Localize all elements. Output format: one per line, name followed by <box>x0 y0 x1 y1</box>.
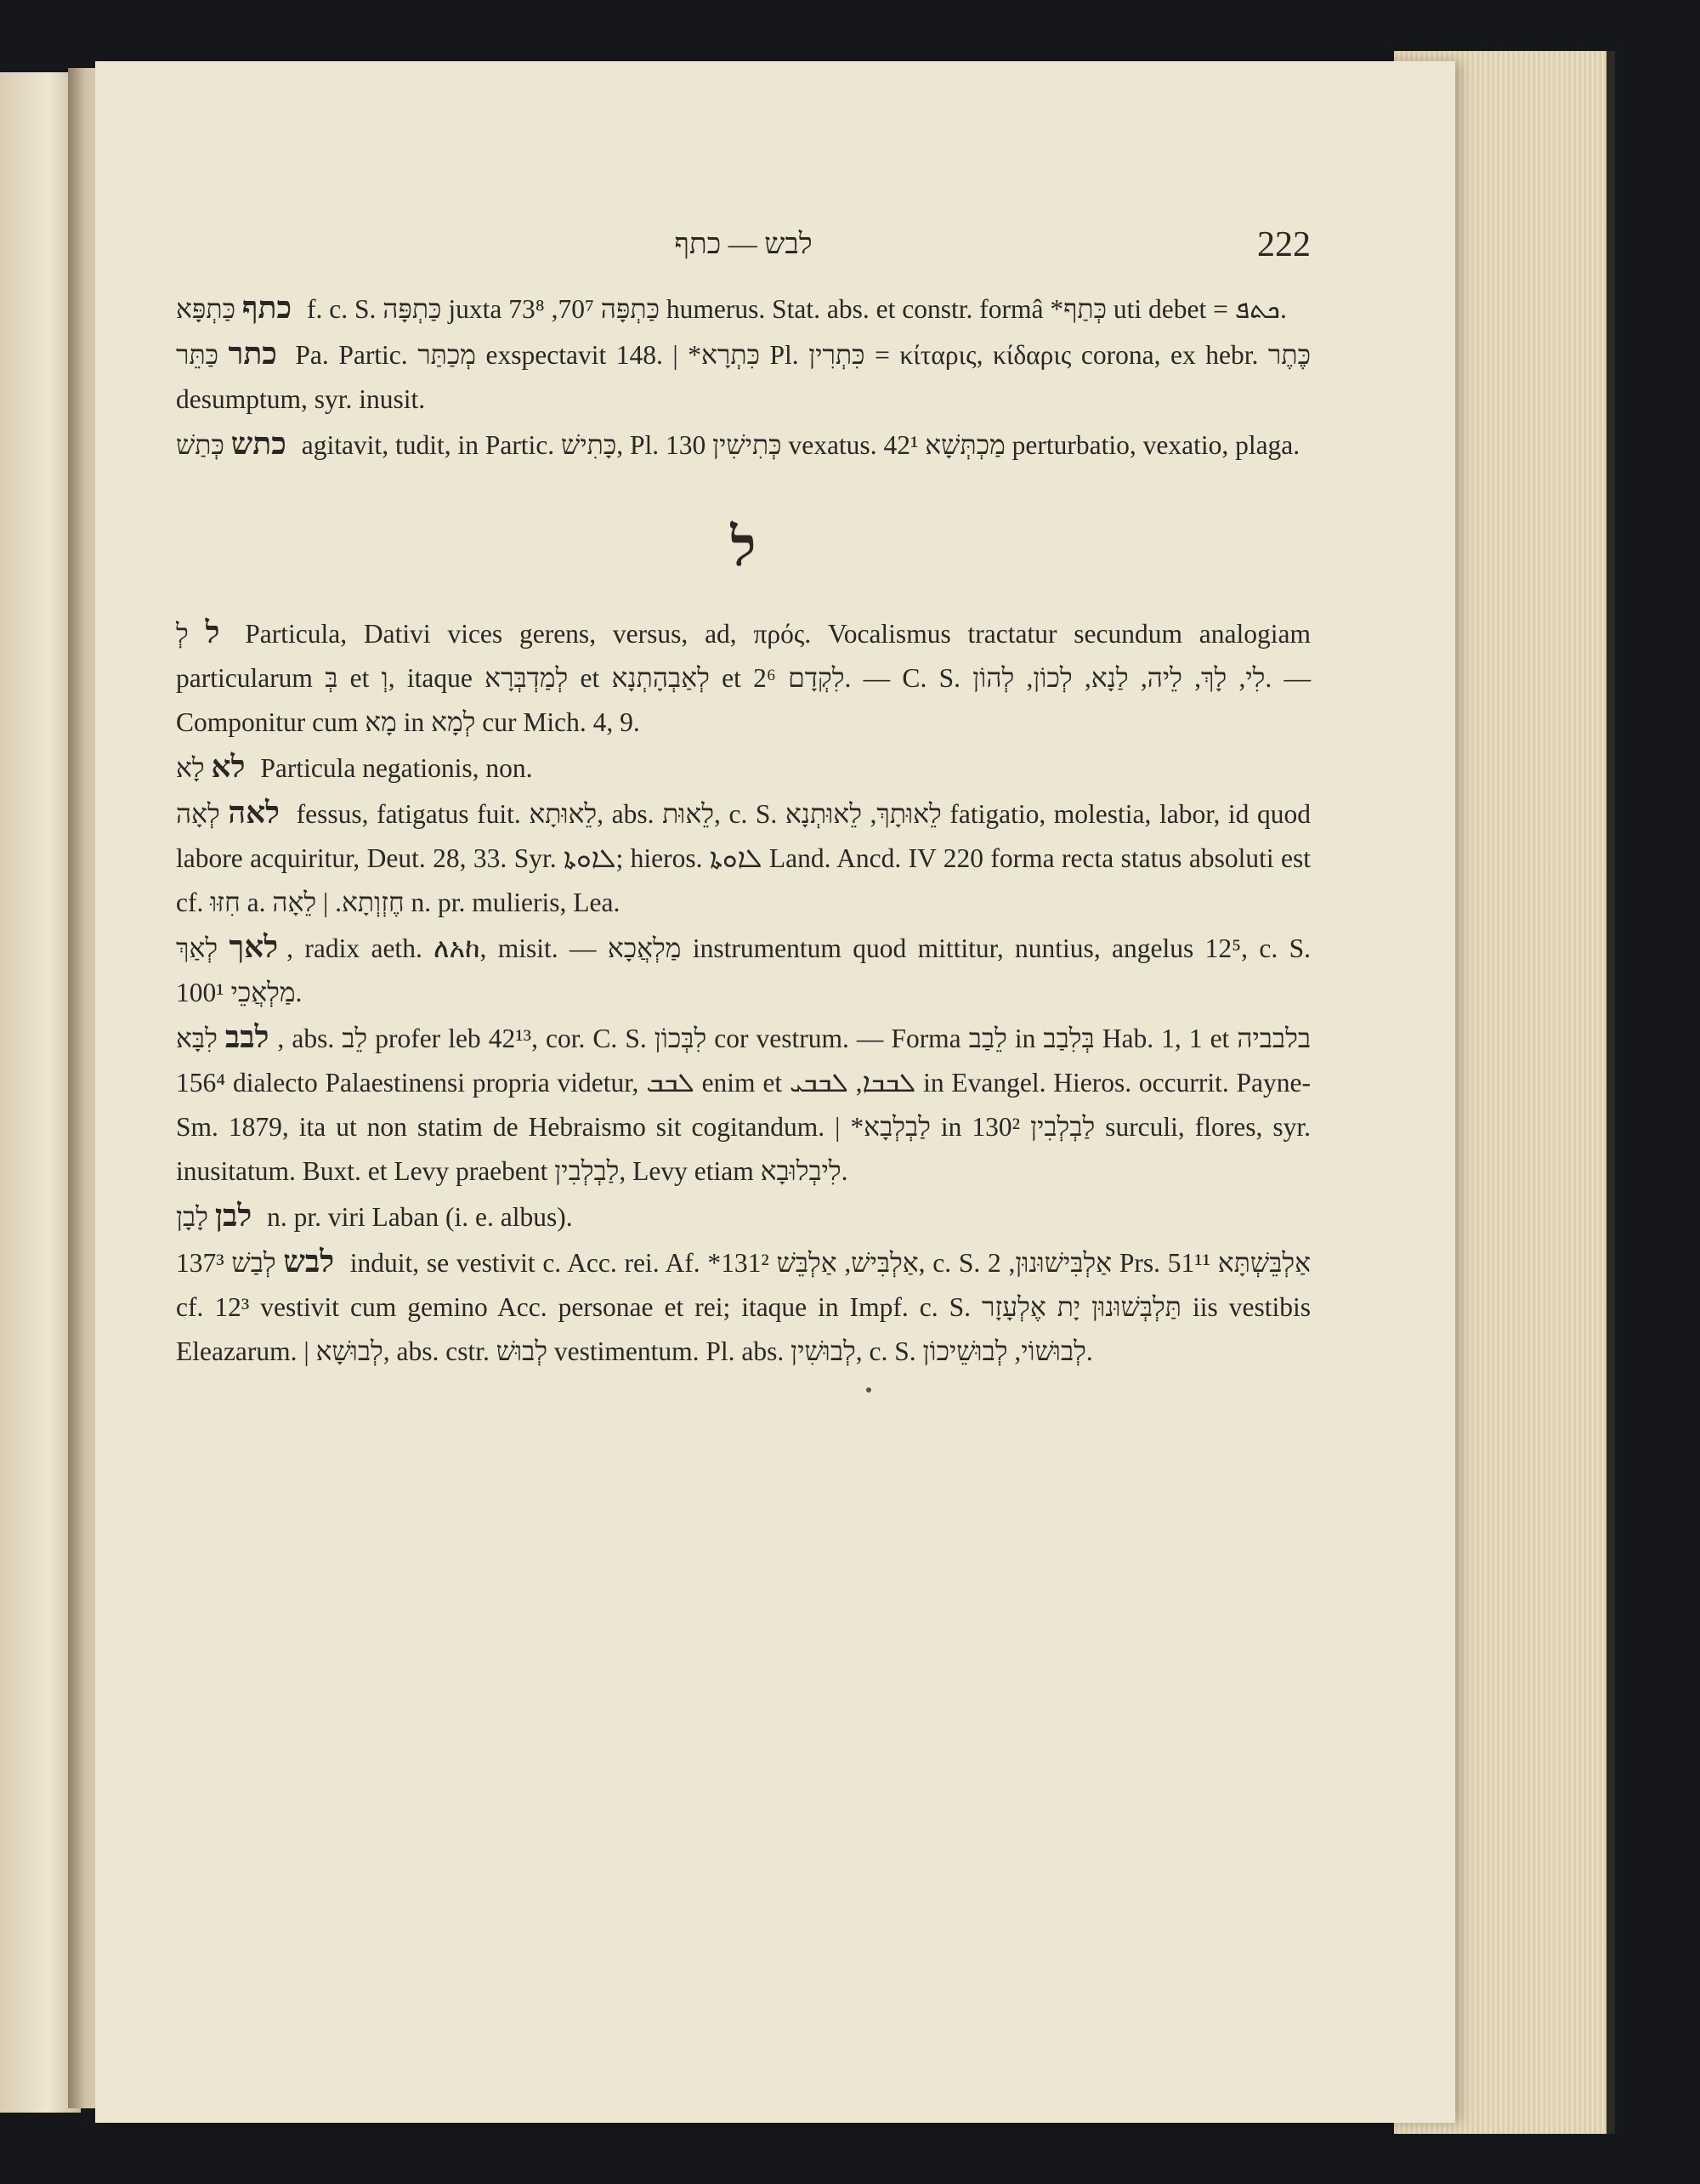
entry-text: כַּתֵּר Pa. Partic. מְכַתַּר exspectavit 148. | *כִּתְרָא Pl. כִּתְרִין = κίταρις, κίδαρις corona, ex hebr. כֶּתֶר desumptum, syr. inusit. <box>176 340 1311 414</box>
entry-text: כַּתְפָּא f. c. S. כַּתְפָּה juxta כַּתְפָּה 70⁷, 73⁸ humerus. Stat. abs. et constr. formâ *כְּתַף uti debet = ܟܬܦ. <box>176 294 1287 324</box>
book-page <box>95 61 1455 2123</box>
dictionary-entry <box>176 1194 1311 1239</box>
entry-headword: לאך <box>229 930 279 964</box>
entry-headword: כתש <box>230 427 286 461</box>
entry-headword: לבב <box>224 1020 269 1054</box>
dictionary-entry <box>176 925 1311 1015</box>
dictionary-entry <box>176 1015 1311 1194</box>
entry-headword: כתף <box>241 291 292 325</box>
dictionary-entry <box>176 745 1311 791</box>
paper-speck <box>866 1387 871 1393</box>
page-header <box>176 223 1311 274</box>
entry-headword: לא <box>211 750 246 784</box>
entry-text: לְבַשׁ 137³ induit, se vestivit c. Acc. rei. Af. *אַלְבִּישׁ, אַלְבֵּשׁ 131², c. S. אַלְבִּישׁוּנוּן, 2 Prs. אַלְבֵּשְׁתָּא 51¹¹ cf. 12³ vestivit cum gemino Acc. personae et rei; itaque in Impf. c. S. תַּלְבְּשׁוּנוּן יָת אֶלְעָזָר iis vestibis Eleazarum. | לְבוּשָׁא, abs. cstr. לְבוּשׁ vestimentum. Pl. abs. לְבוּשִׁין, c. S. לְבוּשׁוֹי, לְבוּשֵׁיכוֹן. <box>176 1248 1312 1366</box>
dictionary-entry <box>176 1239 1311 1374</box>
entry-text: כְּתַשׁ agitavit, tudit, in Partic. כָּתִישׁ, Pl. כְּתִישִׁין 130 vexatus. מַכְתְּשָׁא 42¹ perturbatio, vexatio, plaga. <box>176 430 1300 460</box>
entry-headword: כתר <box>228 337 277 371</box>
dictionary-entry <box>176 791 1311 925</box>
entry-text: לִבָּא, abs. לֵב profer leb 42¹³, cor. C. S. לִבְּכוֹן cor vestrum. — Forma לֵבַב in בְּלִבַב Hab. 1, 1 et בלבביה 156⁴ dialecto Palaestinensi propria videtur, ܠܒܒ enim et ܠܒܒܐ, ܠܒܒܝ in Evangel. Hieros. occurrit. Payne-Sm. 1879, ita ut non statim de Hebraismo sit cogitandum. | *לַבְלְבָא in לַבְלְבִין 130² surculi, flores, syr. inusitatum. Buxt. et Levy praebent לַבְלְבִין, Levy etiam לִיבְלוּבָא. <box>176 1024 1311 1186</box>
dictionary-entry <box>176 422 1311 468</box>
text-block <box>176 223 1311 1374</box>
entry-text: לְאָה fessus, fatigatus fuit. לֵאוּתָא, abs. לֵאוּת, c. S. לֵאוּתָךְ, לֵאוּתְנָא fatigatio, molestia, labor, id quod labore acquiritur, Deut. 28, 33. Syr. ܠܐܘܬܐ; hieros. ܠܐܘܬܐ Land. Ancd. IV 220 forma recta status absoluti est cf. חִזּוּ a. חֶזְוְתָא. | לֵאָה n. pr. mulieris, Lea. <box>176 799 1312 917</box>
entry-headword: ל <box>205 615 220 650</box>
entry-text: לָבָן n. pr. viri Laban (i. e. albus). <box>176 1202 573 1232</box>
entry-headword: לבש <box>283 1245 335 1279</box>
entry-text: לְאַךְ, radix aeth. ለአከ, misit. — מַלְאֲכָא instrumentum quod mittitur, nuntius, angelus 12⁵, c. S. מַלְאֲכֵי 100¹. <box>176 933 1311 1007</box>
entry-text: לְ Particula, Dativi vices gerens, versus, ad, πρός. Vocalismus tractatur secundum analogiam particularum בְּ et וְ, itaque לְמַדְבְּרָא et לְאַבְהָתְנָא et לִקְדָם 2⁶. — C. S. לִי, לָךְ, לֵיה, לַנָא, לְכוֹן, לְהוֹן. — Componitur cum מָא in לְמָא cur Mich. 4, 9. <box>176 619 1312 737</box>
entry-headword: לאה <box>228 796 280 830</box>
running-head: לבש — כתף <box>674 229 813 260</box>
section-letter-heading: ל <box>730 517 756 577</box>
entry-headword: לבן <box>214 1199 252 1233</box>
entry-text: לָא Particula negationis, non. <box>176 753 533 783</box>
dictionary-entry <box>176 286 1311 332</box>
dictionary-entry <box>176 610 1311 745</box>
dictionary-entry <box>176 332 1311 422</box>
page-number: 222 <box>1257 225 1311 264</box>
